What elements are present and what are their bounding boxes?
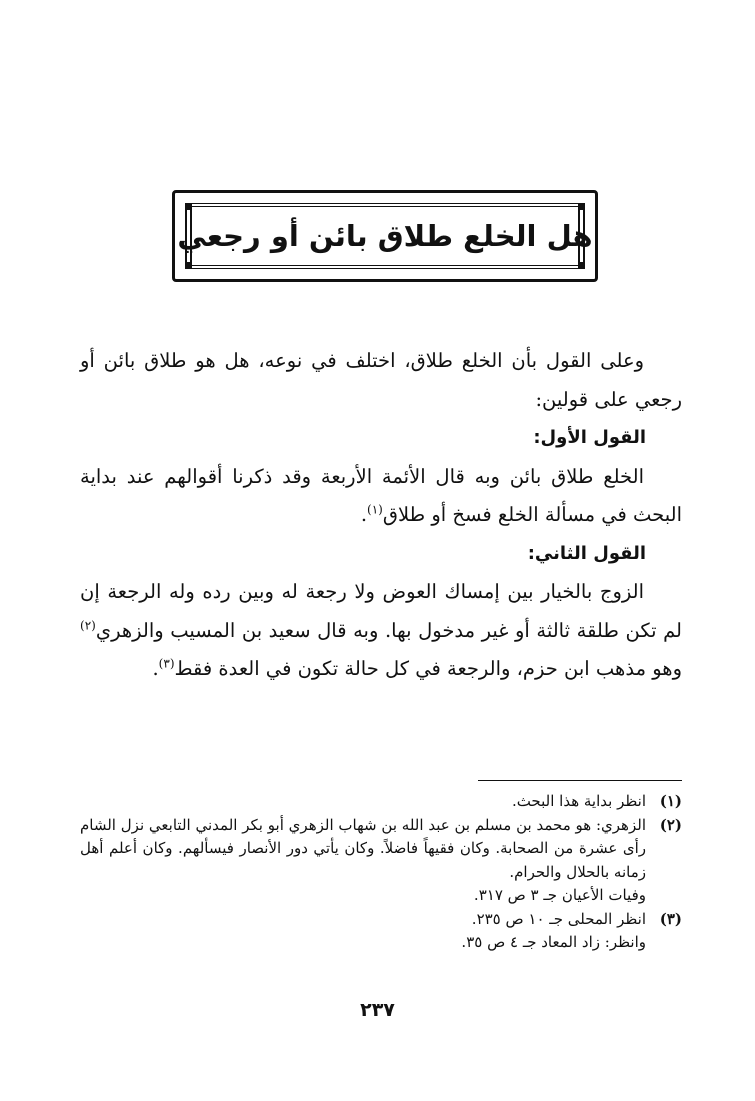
page-number: ٢٣٧ [360, 999, 395, 1021]
frame-corner-ornament [186, 262, 192, 268]
intro-paragraph: وعلى القول بأن الخلع طلاق، اختلف في نوعه، هل هو طلاق بائن أو رجعي على قولين: [80, 349, 682, 411]
frame-corner-ornament [186, 204, 192, 210]
second-opinion-heading: القول الثاني: [527, 542, 646, 564]
footnote-line: وانظر: زاد المعاد جـ ٤ ص ٣٥. [461, 933, 646, 951]
body-text [80, 342, 682, 689]
footnote-number: (٣) [659, 909, 682, 928]
first-opinion-text: الخلع طلاق بائن وبه قال الأئمة الأربعة وقد ذكرنا أقوالهم عند بداية البحث في مسألة الخلع فسخ أو طلاق [80, 464, 682, 526]
footnotes [80, 790, 682, 955]
title-frame [172, 190, 598, 282]
footnote-3 [80, 908, 682, 955]
footnote-line: وفيات الأعيان جـ ٣ ص ٣١٧. [473, 886, 646, 904]
frame-corner-ornament [578, 204, 584, 210]
footnote-1 [80, 790, 682, 814]
footnote-line: انظر المحلى جـ ١٠ ص ٢٣٥. [471, 909, 646, 928]
sentence-end: . [360, 503, 368, 526]
first-opinion-heading: القول الأول: [533, 427, 646, 448]
second-opinion-text-a: الزوج بالخيار بين إمساك العوض ولا رجعة له وبين رده وله الرجعة إن لم تكن طلقة ثالثة أو غير مدخول بها. وبه قال سعيد بن المسيب والزهري [80, 580, 682, 642]
title-inner-border [177, 203, 593, 269]
footnote-2 [80, 814, 682, 908]
footnote-body [80, 908, 646, 955]
footnote-separator [478, 780, 682, 781]
sentence-end: . [152, 657, 159, 680]
footnote-ref-3: (٣) [158, 656, 175, 671]
footnote-ref-2: (٢) [80, 618, 96, 632]
second-opinion-paragraph [80, 573, 682, 689]
footnote-number: (١) [659, 792, 682, 810]
footnote-number: (٢) [659, 815, 682, 834]
page-title: هل الخلع طلاق بائن أو رجعي [177, 218, 593, 253]
footnote-body [80, 814, 646, 908]
footnote-body [80, 790, 646, 814]
footnote-ref-1: (١) [367, 502, 383, 517]
footnote-line: الزهري: هو محمد بن مسلم بن عبد الله بن شهاب الزهري أبو بكر المدني التابعي نزل الشام رأى عشرة من الصحابة. وكان فقيهاً فاضلاً. وكان يأتي دور الأنصار فيسألهم. وكان أعلم أهل زمانه بالحلال والحرام. [80, 815, 646, 881]
frame-corner-ornament [578, 262, 584, 268]
footnote-line: انظر بداية هذا البحث. [511, 792, 646, 810]
second-opinion-text-b: وهو مذهب ابن حزم، والرجعة في كل حالة تكون في العدة فقط [174, 657, 682, 680]
first-opinion-paragraph [80, 458, 682, 535]
